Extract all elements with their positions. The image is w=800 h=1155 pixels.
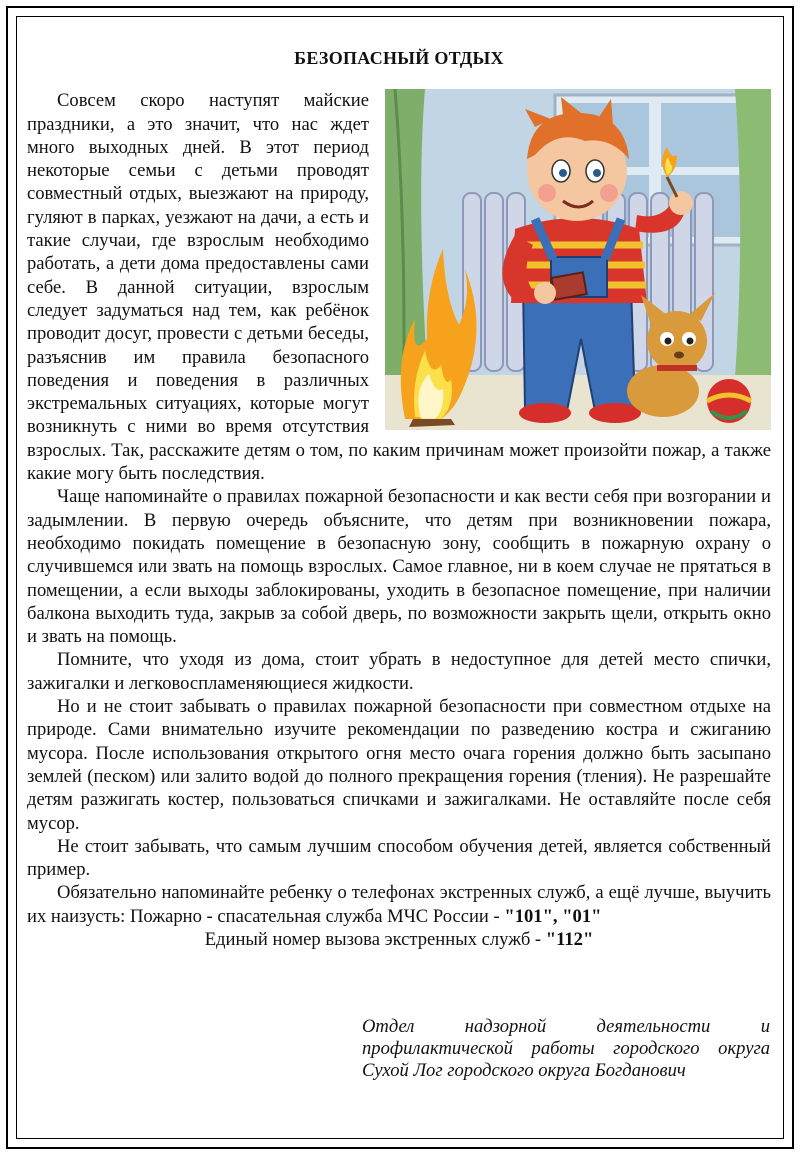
signature-line-2: профилактической работы городского округа bbox=[362, 1038, 770, 1059]
phones-intro: Обязательно напоминайте ребенку о телефонах экстренных служб, а ещё лучше, выучить их наизусть: Пожарно - спасательная служба МЧС России - bbox=[27, 882, 771, 927]
paragraph-5: Не стоит забывать, что самым лучшим способом обучения детей, является собственный пример. bbox=[27, 835, 771, 881]
document-title: БЕЗОПАСНЫЙ ОТДЫХ bbox=[294, 48, 504, 68]
signature-block bbox=[362, 1016, 770, 1082]
illustration-boy-with-matches bbox=[385, 89, 771, 430]
unified-number-line bbox=[27, 928, 771, 951]
illustration-svg bbox=[385, 89, 771, 430]
paragraph-2: Чаще напоминайте о правилах пожарной безопасности и как вести себя при возгорании и задымлении. В первую очередь объясните, что детям при возникновении пожара, необходимо покидать помещение в безопасную зону, сообщить в пожарную охрану о случившемся или звать на помощь взрослых. Самое главное, ни в коем случае не прятаться в помещении, а если выходы заблокированы, уходить в безопасное помещение, при наличии балкона выходить туда, закрыв за собой дверь, по возможности закрыть щели, открыть окно и звать на помощь. bbox=[27, 486, 771, 648]
paragraph-1: Совсем скоро наступят майские праздники, а это значит, что нас ждет много выходных дней. В этот период некоторые семьи с детьми проводят совместный отдых, выезжают на природу, гуляют в парках, уезжают на дачи, а есть и такие случаи, где взрослым необходимо работать, а дети дома предоставлены сами себе. В данной ситуации, взрослым следует задуматься над тем, как ребёнок проводит досуг, провести с детьми беседы, разъяснив им правила безопасного поведения и поведения в различных экстремальных ситуациях, которые могут возникнуть с ними во время отсутствия взрослых. Так, расскажите детям о том, по каким причинам может произойти пожар, а также какие могу быть последствия. bbox=[27, 90, 771, 485]
paragraph-3: Помните, что уходя из дома, стоит убрать в недоступное для детей место спички, зажигалки и легковоспламеняющиеся жидкости. bbox=[27, 649, 771, 694]
paragraph-4: Но и не стоит забывать о правилах пожарной безопасности при совместном отдыхе на природе. Сами внимательно изучите рекомендации по разведению костра и сжиганию мусора. После использования открытого огня место очага горения должно быть засыпано землей (песком) или залито водой до полного прекращения горения (тления). Не разрешайте детям разжигать костер, пользоваться спичками и зажигалками. Не оставляйте после себя мусор. bbox=[27, 696, 771, 834]
phones-paragraph bbox=[27, 881, 771, 928]
unified-number: "112" bbox=[545, 928, 594, 950]
fire-service-numbers: "101", "01" bbox=[504, 905, 602, 927]
unified-number-label: Единый номер вызова экстренных служб - bbox=[204, 928, 546, 950]
signature-line-1: Отдел надзорной деятельности и bbox=[362, 1016, 770, 1037]
signature-line-3: Сухой Лог городского округа Богданович bbox=[362, 1060, 686, 1081]
document-body bbox=[27, 40, 771, 951]
